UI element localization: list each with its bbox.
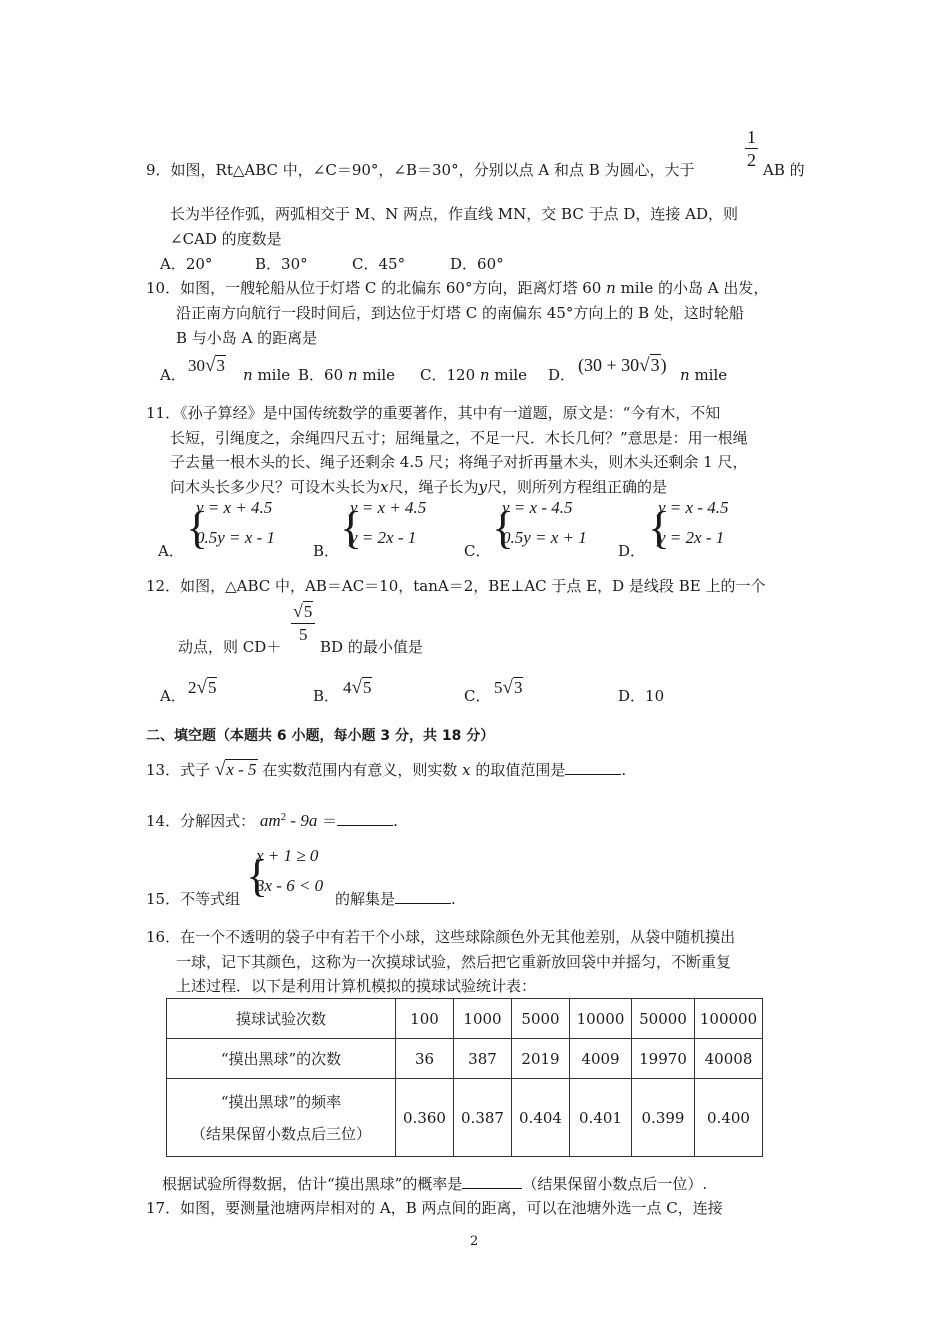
q11-option-b-label: B． [313,542,340,560]
table-cell: 19970 [632,1039,695,1079]
q11-line2: 长短，引绳度之，余绳四尺五寸；屈绳量之，不足一尺．木长几何？”意思是：用一根绳 [170,429,748,447]
table-cell: 36 [396,1039,454,1079]
table-cell: 2019 [512,1039,570,1079]
q10-option-a-unit: n mile [243,366,291,384]
table-header-line: （结果保留小数点后三位） [190,1124,371,1143]
q10-option-d-expr: (30 + 30√3) [578,355,667,376]
table-cell: 0.387 [454,1079,512,1157]
stats-table [166,998,763,1157]
table-cell: 0.360 [396,1079,454,1157]
q15-system: { x + 1 ≥ 0 3x - 6 < 0 [246,846,324,901]
table-cell: 40008 [695,1039,763,1079]
q15-text-a: 15．不等式组 [146,890,241,908]
table-cell: 0.400 [695,1079,763,1157]
table-row [167,1079,763,1157]
q12-option-a-label: A． [160,687,186,705]
table-cell: 0.399 [632,1079,695,1157]
q9-option-c: C．45° [352,255,406,273]
q9-line2: 长为半径作弧，两弧相交于 M、N 两点，作直线 MN，交 BC 于点 D，连接 AD，则 [170,205,739,223]
table-row [167,999,763,1039]
q10-option-a-expr: 30√3 [188,355,225,376]
table-cell: 0.401 [570,1079,632,1157]
q12-option-a-expr: 2√5 [188,677,217,698]
q11-option-a-system: { y = x + 4.5 0.5y = x - 1 [186,498,275,553]
table-cell: 0.404 [512,1079,570,1157]
q12-option-c-label: C． [464,687,491,705]
q9-line3: ∠CAD 的度数是 [170,230,282,248]
q10-line3: B 与小岛 A 的距离是 [176,329,318,347]
q10-line2: 沿正南方向航行一段时间后，到达位于灯塔 C 的南偏东 45°方向上的 B 处，这时轮船 [176,304,744,322]
table-cell: 10000 [570,999,632,1039]
q9-option-d: D．60° [450,255,504,273]
q13: 13．式子 √x - 5 在实数范围内有意义，则实数 x 的取值范围是 . [146,759,627,780]
q13-blank[interactable] [565,774,621,775]
q10-option-d-unit: n mile [680,366,728,384]
q10-line1: 10．如图，一艘轮船从位于灯塔 C 的北偏东 60°方向，距离灯塔 60 n mile 的小岛 A 出发， [146,279,769,297]
table-row [167,1039,763,1079]
table-header-line: “摸出黑球”的频率 [220,1092,342,1111]
q11-line1: 11．《孙子算经》是中国传统数学的重要著作，其中有一道题，原文是：“今有木，不知 [146,404,721,422]
table-cell: 100000 [695,999,763,1039]
q9-line1-end: AB 的 [763,161,805,179]
section-title: 二、填空题（本题共 6 小题，每小题 3 分，共 18 分） [146,728,495,744]
q12-option-b-label: B． [313,687,340,705]
q11-option-b-system: { y = x + 4.5 y = 2x - 1 [340,498,427,553]
q12-option-b-expr: 4√5 [343,677,372,698]
table-cell: 4009 [570,1039,632,1079]
table-cell: 387 [454,1039,512,1079]
q16-line1: 16．在一个不透明的袋子中有若干个小球，这些球除颜色外无其他差别，从袋中随机摸出 [146,928,736,946]
q11-line3: 子去量一根木头的长、绳子还剩余 4.5 尺；将绳子对折再量木头，则木头还剩余 1 尺， [170,453,748,471]
page-number: 2 [470,1234,479,1249]
q17-line1: 17．如图，要测量池塘两岸相对的 A，B 两点间的距离，可以在池塘外选一点 C，连接 [146,1199,723,1217]
table-cell: 100 [396,999,454,1039]
q12-option-c-expr: 5√3 [494,677,523,698]
q10-option-c: C．120 n mile [420,366,528,384]
q9-fraction: $\frac{1}{2}$ [747,127,756,170]
q14: 14．分解因式： $am^2 - 9a$ ＝ . [146,811,398,830]
q12-line1: 12．如图，△ABC 中，AB＝AC＝10，tanA＝2，BE⊥AC 于点 E，D 是线段 BE 上的一个 [146,577,766,595]
q9-line1: 9．如图，Rt△ABC 中，∠C＝90°，∠B＝30°，分别以点 A 和点 B 为圆心，大于 [146,161,695,179]
q11-option-d-system: { y = x - 4.5 y = 2x - 1 [648,498,729,553]
q16-blank[interactable] [462,1188,522,1189]
q10-option-a: A． [160,366,186,384]
q15-blank[interactable] [395,903,451,904]
q12-option-d: D．10 [618,687,665,705]
table-header-cell [167,1079,396,1157]
q12-line2b: BD 的最小值是 [320,638,423,656]
q14-blank[interactable] [337,825,393,826]
q15-text-b: 的解集是 . [335,890,456,908]
q9-option-b: B．30° [255,255,308,273]
table-cell: 1000 [454,999,512,1039]
table-cell: 5000 [512,999,570,1039]
table-header-cell: 摸球试验次数 [167,999,396,1039]
table-header-cell: “摸出黑球”的次数 [167,1039,396,1079]
q16-line2: 一球，记下其颜色，这称为一次摸球试验，然后把它重新放回袋中并摇匀，不断重复 [176,953,732,971]
table-cell: 50000 [632,999,695,1039]
q11-option-c-system: { y = x - 4.5 0.5y = x + 1 [492,498,587,553]
q11-line4: 问木头长多少尺？可设木头长为x尺，绳子长为y尺，则所列方程组正确的是 [170,478,667,496]
q11-option-a-label: A． [158,542,184,560]
q16-line3: 上述过程．以下是利用计算机模拟的摸球试验统计表： [176,977,537,995]
q11-option-d-label: D． [618,542,646,560]
q10-option-d: D． [548,366,576,384]
q11-option-c-label: C． [464,542,491,560]
q10-option-b: B．60 n mile [298,366,396,384]
q12-fraction: $\frac{√5}{5}$ [291,600,315,646]
q16-after: 根据试验所得数据，估计“摸出黑球”的概率是 （结果保留小数点后一位）. [162,1175,708,1193]
q9-option-a: A．20° [160,255,213,273]
q12-line2a: 动点，则 CD＋ [178,638,282,656]
